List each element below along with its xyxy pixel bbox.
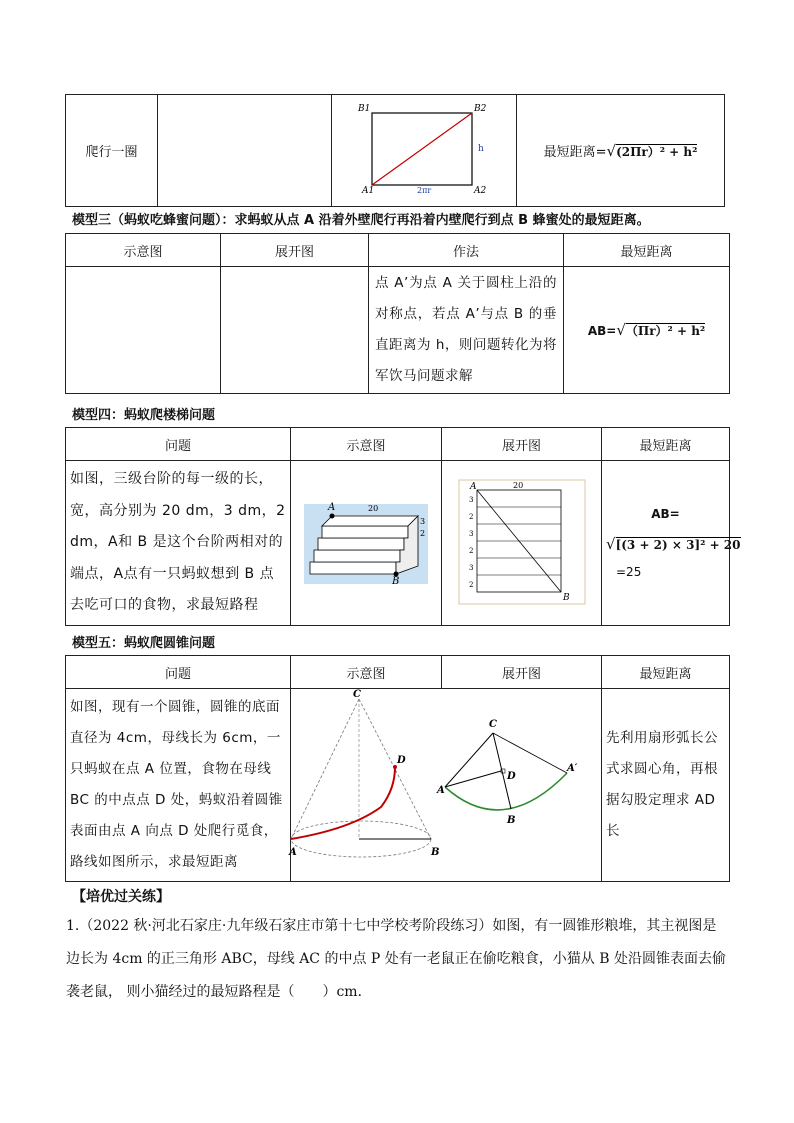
table-model3 <box>65 233 730 394</box>
header-diagram: 示意图 <box>291 656 442 689</box>
ant-path <box>291 767 395 839</box>
header-problem: 问题 <box>66 656 291 689</box>
header-diagram: 示意图 <box>291 428 442 461</box>
cell-problem <box>66 689 291 882</box>
label-a: A <box>289 847 297 858</box>
row-label: 爬行一圈 <box>85 145 138 160</box>
answer-text: 先利用扇形弧长公式求圆心角，再根据勾股定理求 AD 长 <box>606 730 718 839</box>
label-d: D <box>397 755 406 766</box>
table-model5 <box>65 655 730 882</box>
formula-body: (2Πr）² + h² <box>616 145 698 159</box>
header-unfold: 展开图 <box>442 428 602 461</box>
step-label: 3 <box>468 564 473 572</box>
table-model4 <box>65 427 741 626</box>
method-text: 点 A’为点 A 关于圆柱上沿的对称点，若点 A’与点 B 的垂直距离为 h，则问题转化为将军饮马问题求解 <box>375 275 557 384</box>
label-a: A <box>328 502 336 513</box>
practice-question-1: 1.（2022 秋·河北石家庄·九年级石家庄市第十七中学校考阶段练习）如图，有一圆锥形粮堆，其主视图是边长为 4cm 的正三角形 ABC，母线 AC 的中点 P 处有一老鼠正在偷吃粮食，小猫从 B 处沿圆锥表面去偷袭老鼠， 则小猫经过的最短路程是（ ）cm． <box>66 918 726 1000</box>
practice-heading: 【培优过关练】 <box>72 889 170 905</box>
label-b1: B1 <box>358 104 371 114</box>
label-a-prime: A′ <box>567 763 578 774</box>
header-problem: 问题 <box>66 428 291 461</box>
cell-answer <box>602 689 730 882</box>
step-label: 2 <box>468 581 473 589</box>
step-label: 3 <box>468 496 473 504</box>
point-a <box>330 514 335 519</box>
cell-empty <box>221 267 369 394</box>
cell-answer: AB=√（Πr）² + h² <box>564 267 730 394</box>
label-2: 2 <box>420 529 426 538</box>
label-a1: A1 <box>362 186 375 196</box>
problem-text: 如图，现有一个圆锥，圆锥的底面直径为 4cm，母线长为 6cm，一只蚂蚁在点 A 位置，食物在母线 BC 的中点点 D 处，蚂蚁沿着圆锥表面由点 A 向点 D 处爬行觅食，路线如图所示，求最短距离 <box>70 699 283 870</box>
sector-arc <box>445 773 567 810</box>
label-a: A <box>437 785 445 796</box>
label-c: C <box>489 719 497 730</box>
label-b: B <box>507 815 516 826</box>
answer-formula: [(3 + 2) × 3]² + 20 <box>615 538 741 552</box>
header-shortest: 最短距离 <box>564 234 730 267</box>
cell-stairs-diagram <box>291 461 442 626</box>
label-b: B <box>392 576 400 587</box>
header-diagram: 示意图 <box>66 234 221 267</box>
answer-line1: AB= <box>651 507 680 521</box>
label-a2: A2 <box>474 186 487 196</box>
label-circumference: 2πr <box>417 186 432 195</box>
model5-title: 模型五：蚂蚁爬圆锥问题 <box>72 636 216 651</box>
cell-empty <box>66 267 221 394</box>
rectangle-unfold-diagram <box>332 95 517 202</box>
problem-text: 如图，三级台阶的每一级的长，宽，高分别为 20 dm，3 dm，2 dm，A和 B 是这个台阶两相对的端点，A点有一只蚂蚁想到 B 点去吃可口的食物，求最短路程 <box>70 471 286 614</box>
header-shortest: 最短距离 <box>602 428 730 461</box>
label-20: 20 <box>368 504 379 513</box>
table-crawl-one-circle <box>65 94 725 207</box>
cell-answer: AB= √[(3 + 2) × 3]² + 20 =25 <box>602 461 730 626</box>
cell-cone-diagram <box>291 689 602 882</box>
cell-rectangle-diagram <box>332 95 517 207</box>
answer-body: （Πr）² + h² <box>625 324 706 338</box>
label-c: C <box>353 689 361 700</box>
step-label: 3 <box>468 530 473 538</box>
header-unfold: 展开图 <box>221 234 369 267</box>
step-label: 2 <box>468 547 473 555</box>
model3-title: 模型三（蚂蚁吃蜂蜜问题）：求蚂蚁从点 A 沿着外壁爬行再沿着内壁爬行到点 B 蜂蜜处的最短距离。 <box>72 213 650 228</box>
label-b: B <box>562 593 570 603</box>
answer-prefix: AB= <box>587 324 617 338</box>
label-b: B <box>431 847 440 858</box>
label-3: 3 <box>420 517 426 526</box>
label-a: A <box>469 482 476 492</box>
cell-problem <box>66 461 291 626</box>
header-unfold: 展开图 <box>442 656 602 689</box>
label-top-20: 20 <box>512 481 523 490</box>
label-d: D <box>507 771 516 782</box>
header-method: 作法 <box>369 234 564 267</box>
step-label: 2 <box>468 513 473 521</box>
header-shortest: 最短距离 <box>602 656 730 689</box>
cell-unfold-diagram <box>442 461 602 626</box>
stairs-diagram <box>296 496 436 586</box>
cell-label <box>66 95 158 207</box>
answer-result: =25 <box>616 565 642 579</box>
diagonal-path <box>372 113 472 185</box>
cell-formula: 最短距离=√(2Πr）² + h² <box>517 95 725 207</box>
cone-and-sector-diagram <box>291 689 602 877</box>
cell-method <box>369 267 564 394</box>
model4-title: 模型四：蚂蚁爬楼梯问题 <box>72 408 216 423</box>
stairs-unfold-diagram <box>457 476 587 606</box>
formula-prefix: 最短距离= <box>543 145 607 160</box>
cell-empty <box>158 95 332 207</box>
label-b2: B2 <box>474 104 487 114</box>
label-h: h <box>478 144 484 154</box>
